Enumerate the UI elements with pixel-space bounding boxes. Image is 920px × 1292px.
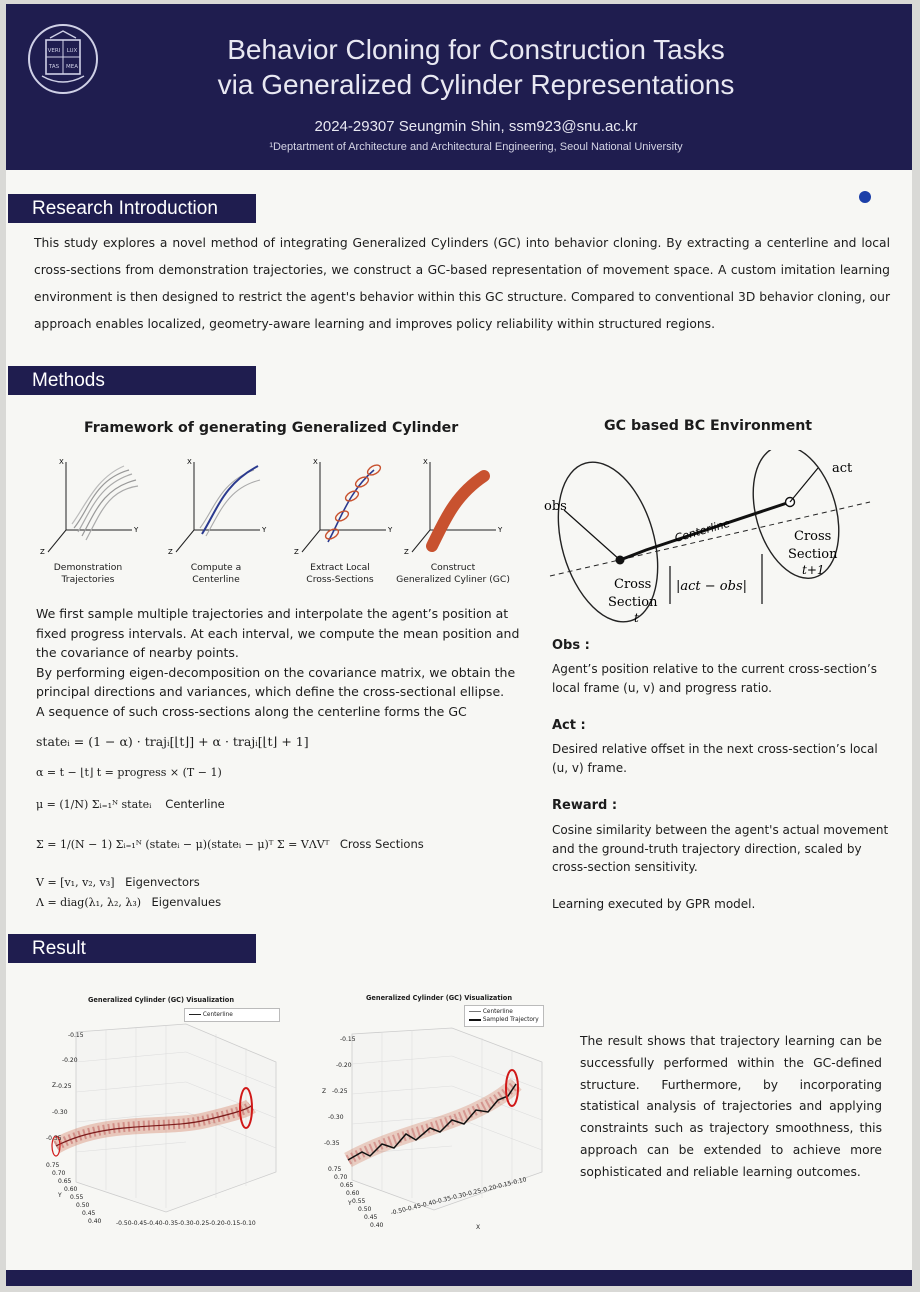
svg-text:MEA: MEA <box>66 64 78 70</box>
section-header-methods: Methods <box>8 366 256 395</box>
plot1-legend <box>184 1008 280 1022</box>
equation-alpha: α = t − ⌊t⌋ t = progress × (T − 1) <box>36 766 222 779</box>
plot1-z-tick: -0.20 <box>62 1057 78 1064</box>
svg-text:Y: Y <box>498 526 503 534</box>
plot2-z-label: Z <box>322 1088 327 1095</box>
equation-sigma: Σ = 1/(N − 1) Σᵢ₌₁ᴺ (stateᵢ − μ)(stateᵢ − μ)ᵀ Σ = VΛVᵀ Cross Sections <box>36 837 424 851</box>
plot2-x-ticks: -0.50-0.45-0.40-0.35-0.30-0.25-0.20-0.15-0.10 <box>390 1176 528 1217</box>
legend-centerline: Centerline <box>482 1009 513 1015</box>
svg-text:VERI: VERI <box>47 48 61 54</box>
framework-panel-3 <box>294 458 393 556</box>
eigenvalues-label: Eigenvalues <box>151 895 222 909</box>
university-logo <box>28 24 98 94</box>
plot2-y-tick: 0.45 <box>364 1214 378 1221</box>
act-label: act <box>832 461 853 476</box>
step-caption-1: Demonstration Trajectories <box>53 562 123 585</box>
plot1-y-tick: 0.65 <box>58 1178 72 1185</box>
cross-sections-label: Cross Sections <box>339 837 424 851</box>
framework-panel-4 <box>404 458 503 556</box>
plot1-z-tick: -0.30 <box>52 1109 68 1116</box>
plot2-z-tick: -0.25 <box>332 1088 348 1095</box>
gc-environment-diagram <box>536 450 886 628</box>
plot2-y-tick: 0.40 <box>370 1222 384 1229</box>
plot2-z-tick: -0.35 <box>324 1140 340 1147</box>
plot1-y-tick: 0.45 <box>82 1210 96 1217</box>
centerline-diagram-label: Centerline <box>673 516 732 545</box>
plot1-z-label: Z <box>52 1082 57 1089</box>
obs-heading: Obs : <box>552 638 590 653</box>
poster-title <box>106 32 846 102</box>
title-line-1: Behavior Cloning for Construction Tasks <box>227 34 725 65</box>
plot2-title: Generalized Cylinder (GC) Visualization <box>366 994 513 1002</box>
svg-text:X: X <box>313 458 318 466</box>
reward-description: Cosine similarity between the agent's actual movement and the ground-truth trajectory direction, scaled by cross-section sensitivity. <box>552 823 889 874</box>
legend-sampled-trajectory: Sampled Trajectory <box>482 1017 539 1023</box>
cross-section-t1-index: t+1 <box>802 563 825 577</box>
step-caption-2: Compute a Centerline <box>190 562 242 585</box>
plot1-y-tick: 0.60 <box>64 1186 78 1193</box>
act-heading: Act : <box>552 718 586 733</box>
plot1-z-tick: -0.15 <box>68 1032 84 1039</box>
framework-title: Framework of generating Generalized Cylinder <box>84 420 459 436</box>
plot2-x-label: X <box>476 1224 481 1231</box>
title-line-2: via Generalized Cylinder Representations <box>217 69 735 100</box>
plot2-z-tick: -0.20 <box>336 1062 352 1069</box>
reward-heading: Reward : <box>552 798 618 813</box>
cross-section-t-index: t <box>634 611 639 625</box>
cross-section-t1-line1: Cross <box>794 529 832 544</box>
learning-note: Learning executed by GPR model. <box>552 897 756 911</box>
svg-text:Z: Z <box>294 548 299 556</box>
svg-text:Z: Z <box>404 548 409 556</box>
affiliation-line: ¹Deptartment of Architecture and Architectural Engineering, Seoul National University <box>269 141 683 153</box>
plot1-x-ticks: -0.50-0.45-0.40-0.35-0.30-0.25-0.20-0.15-0.10 <box>116 1220 256 1227</box>
plot1-y-tick: 0.75 <box>46 1162 60 1169</box>
equation-state: stateᵢ = (1 − α) · trajᵢ[⌊t⌋] + α · trajᵢ[⌊t⌋ + 1] <box>36 734 309 749</box>
equation-mu: μ = (1/N) Σᵢ₌₁ᴺ stateᵢ Centerline <box>36 797 225 811</box>
plot2-y-tick: 0.70 <box>334 1174 348 1181</box>
author-line: 2024-29307 Seungmin Shin, ssm923@snu.ac.kr <box>314 118 638 135</box>
svg-text:X: X <box>59 458 64 466</box>
university-emblem-icon <box>32 28 94 90</box>
equation-eigenvectors: V = [v₁, v₂, v₃] Eigenvectors <box>36 875 200 889</box>
intro-paragraph: This study explores a novel method of integrating Generalized Cylinders (GC) into behavior cloning. By extracting a centerline and local cross-sections from demonstration trajectories, we construct a GC-based representation of movement space. A custom imitation learning environment is then designed to restrict the agent's behavior within this GC structure. Compared to conventional 3D behavior cloning, our approach enables localized, geometry-aware learning and improves policy reliability within structured regions. <box>34 236 890 331</box>
svg-text:X: X <box>187 458 192 466</box>
framework-paragraph-1: We first sample multiple trajectories and interpolate the agent’s position at fixed progress intervals. At each interval, we compute the mean position and the covariance of nearby points. <box>36 606 520 660</box>
poster-header <box>6 4 912 170</box>
svg-text:X: X <box>423 458 428 466</box>
section-header-introduction: Research Introduction <box>8 194 256 223</box>
framework-paragraph-2: By performing eigen-decomposition on the covariance matrix, we obtain the principal directions and variances, which define the cross-sectional ellipse. <box>36 664 516 699</box>
poster-footer-bar <box>6 1270 912 1286</box>
plot2-legend <box>464 1005 544 1027</box>
plot1-z-tick: -0.35 <box>46 1135 62 1142</box>
svg-text:LUX: LUX <box>66 48 78 54</box>
svg-text:Z: Z <box>168 548 173 556</box>
result-description: The result shows that trajectory learning can be successfully performed within the GC-defined structure. Furthermore, by incorporating statistical analysis of trajectories and applying constraints such as trajectory smoothness, this approach can be extended to achieve more sophisticated and reliable learning outcomes. <box>580 1034 882 1179</box>
cross-section-t1-line2: Section <box>788 547 838 562</box>
plot1-title: Generalized Cylinder (GC) Visualization <box>88 996 235 1004</box>
plot2-y-tick: 0.65 <box>340 1182 354 1189</box>
framework-diagram <box>34 450 524 560</box>
svg-text:Y: Y <box>388 526 393 534</box>
obs-label: obs <box>544 499 567 514</box>
plot2-y-tick: 0.50 <box>358 1206 372 1213</box>
plot2-z-tick: -0.30 <box>328 1114 344 1121</box>
plot1-y-tick: 0.70 <box>52 1170 66 1177</box>
blue-dot-marker <box>859 191 871 203</box>
plot2-y-label: Y <box>348 1200 352 1207</box>
centerline-label: Centerline <box>165 797 225 811</box>
step-caption-4: Construct Generalized Cyliner (GC) <box>396 562 510 585</box>
svg-text:TAS: TAS <box>48 64 60 70</box>
act-minus-obs-formula: |act − obs| <box>676 579 747 594</box>
cross-section-t-line1: Cross <box>614 577 652 592</box>
plot1-y-tick: 0.55 <box>70 1194 84 1201</box>
legend-centerline: Centerline <box>202 1012 233 1018</box>
svg-text:Y: Y <box>134 526 139 534</box>
equation-eigenvalues: Λ = diag(λ₁, λ₂, λ₃) Eigenvalues <box>36 895 222 909</box>
framework-panel-2 <box>168 458 267 556</box>
poster <box>6 4 912 1286</box>
plot1-y-label: Y <box>58 1192 62 1199</box>
cross-section-t-line2: Section <box>608 595 658 610</box>
framework-paragraph-3: A sequence of such cross-sections along the centerline forms the GC <box>36 703 467 719</box>
plot2-z-tick: -0.15 <box>340 1036 356 1043</box>
obs-description: Agent’s position relative to the current cross-section’s local frame (u, v) and progress ratio. <box>552 662 878 695</box>
plot2-y-tick: 0.60 <box>346 1190 360 1197</box>
svg-text:Z: Z <box>40 548 45 556</box>
environment-title: GC based BC Environment <box>604 418 813 434</box>
svg-text:Y: Y <box>262 526 267 534</box>
step-caption-3: Extract Local Cross-Sections <box>306 562 374 585</box>
act-description: Desired relative offset in the next cross-section’s local (u, v) frame. <box>552 742 878 775</box>
plot1-z-tick: -0.25 <box>56 1083 72 1090</box>
plot1-y-tick: 0.40 <box>88 1218 102 1225</box>
plot1-y-tick: 0.50 <box>76 1202 90 1209</box>
plot2-y-tick: 0.55 <box>352 1198 366 1205</box>
eigenvectors-label: Eigenvectors <box>125 875 200 889</box>
plot2-y-tick: 0.75 <box>328 1166 342 1173</box>
framework-description <box>36 604 526 721</box>
framework-panel-1 <box>40 458 139 556</box>
section-header-result: Result <box>8 934 256 963</box>
